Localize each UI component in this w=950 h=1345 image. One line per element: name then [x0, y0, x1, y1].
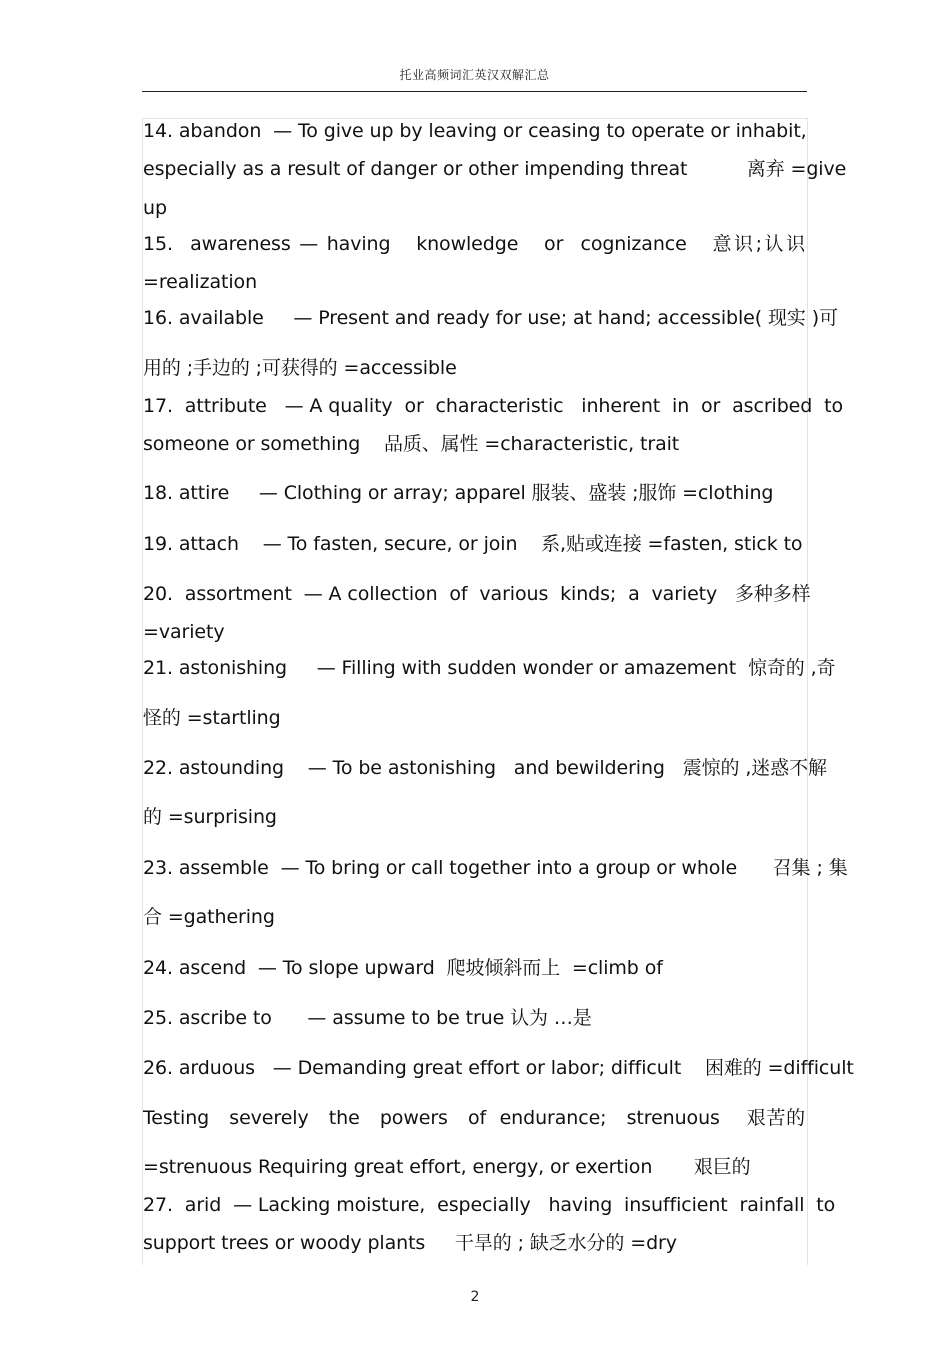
entry-27-line-2: support trees or woody plants 干旱的 ; 缺乏水分的 =dry	[143, 1232, 677, 1254]
page-header: 托业高频词汇英汉双解汇总	[399, 68, 550, 82]
entry-25-line-1: 25. ascribe to — assume to be true 认为 …是	[143, 1007, 592, 1029]
entry-26-line-3: =strenuous Requiring great effort, energy, or exertion 艰巨的	[143, 1156, 751, 1178]
entry-17-line-1: 17. attribute — A quality or characteristic inherent in or ascribed to	[143, 395, 843, 417]
entry-23-line-1: 23. assemble — To bring or call together into a group or whole 召集 ; 集	[143, 857, 848, 879]
entry-20-line-1: 20. assortment — A collection of various kinds; a variety 多种多样	[143, 583, 811, 605]
entry-23-line-2: 合 =gathering	[143, 906, 275, 928]
entry-22-line-1: 22. astounding — To be astonishing and bewildering 震惊的 ,迷惑不解	[143, 757, 827, 779]
entry-20-line-2: =variety	[143, 621, 225, 643]
entry-15-line-1: 15. awareness — having knowledge or cognizance 意识;认识	[143, 233, 805, 255]
entry-19-line-1: 19. attach — To fasten, secure, or join 系,贴或连接 =fasten, stick to	[143, 533, 803, 555]
entry-26-line-2: Testing severely the powers of endurance; strenuous 艰苦的	[143, 1107, 805, 1129]
page-number: 2	[470, 1289, 480, 1305]
entry-18-line-1: 18. attire — Clothing or array; apparel 服装、盛装 ;服饰 =clothing	[143, 482, 774, 504]
entry-27-line-1: 27. arid — Lacking moisture, especially having insufficient rainfall to	[143, 1194, 836, 1216]
entry-16-line-2: 用的 ;手边的 ;可获得的 =accessible	[143, 357, 457, 379]
entry-21-line-1: 21. astonishing — Filling with sudden wonder or amazement 惊奇的 ,奇	[143, 657, 836, 679]
entry-24-line-1: 24. ascend — To slope upward 爬坡倾斜而上 =climb of	[143, 957, 663, 979]
entry-21-line-2: 怪的 =startling	[143, 707, 281, 729]
entry-22-line-2: 的 =surprising	[143, 806, 277, 828]
entry-14-line-1: 14. abandon — To give up by leaving or ceasing to operate or inhabit,	[143, 120, 807, 142]
entry-26-line-1: 26. arduous — Demanding great effort or labor; difficult 困难的 =difficult	[143, 1057, 854, 1079]
entry-15-line-2: =realization	[143, 271, 258, 293]
entry-14-line-3: up	[143, 197, 167, 219]
entry-16-line-1: 16. available — Present and ready for use; at hand; accessible( 现实 )可	[143, 307, 838, 329]
entry-17-line-2: someone or something 品质、属性 =characteristic, trait	[143, 433, 680, 455]
entry-14-line-2: especially as a result of danger or other impending threat 离弃 =give	[143, 158, 847, 180]
header-divider	[142, 91, 807, 92]
